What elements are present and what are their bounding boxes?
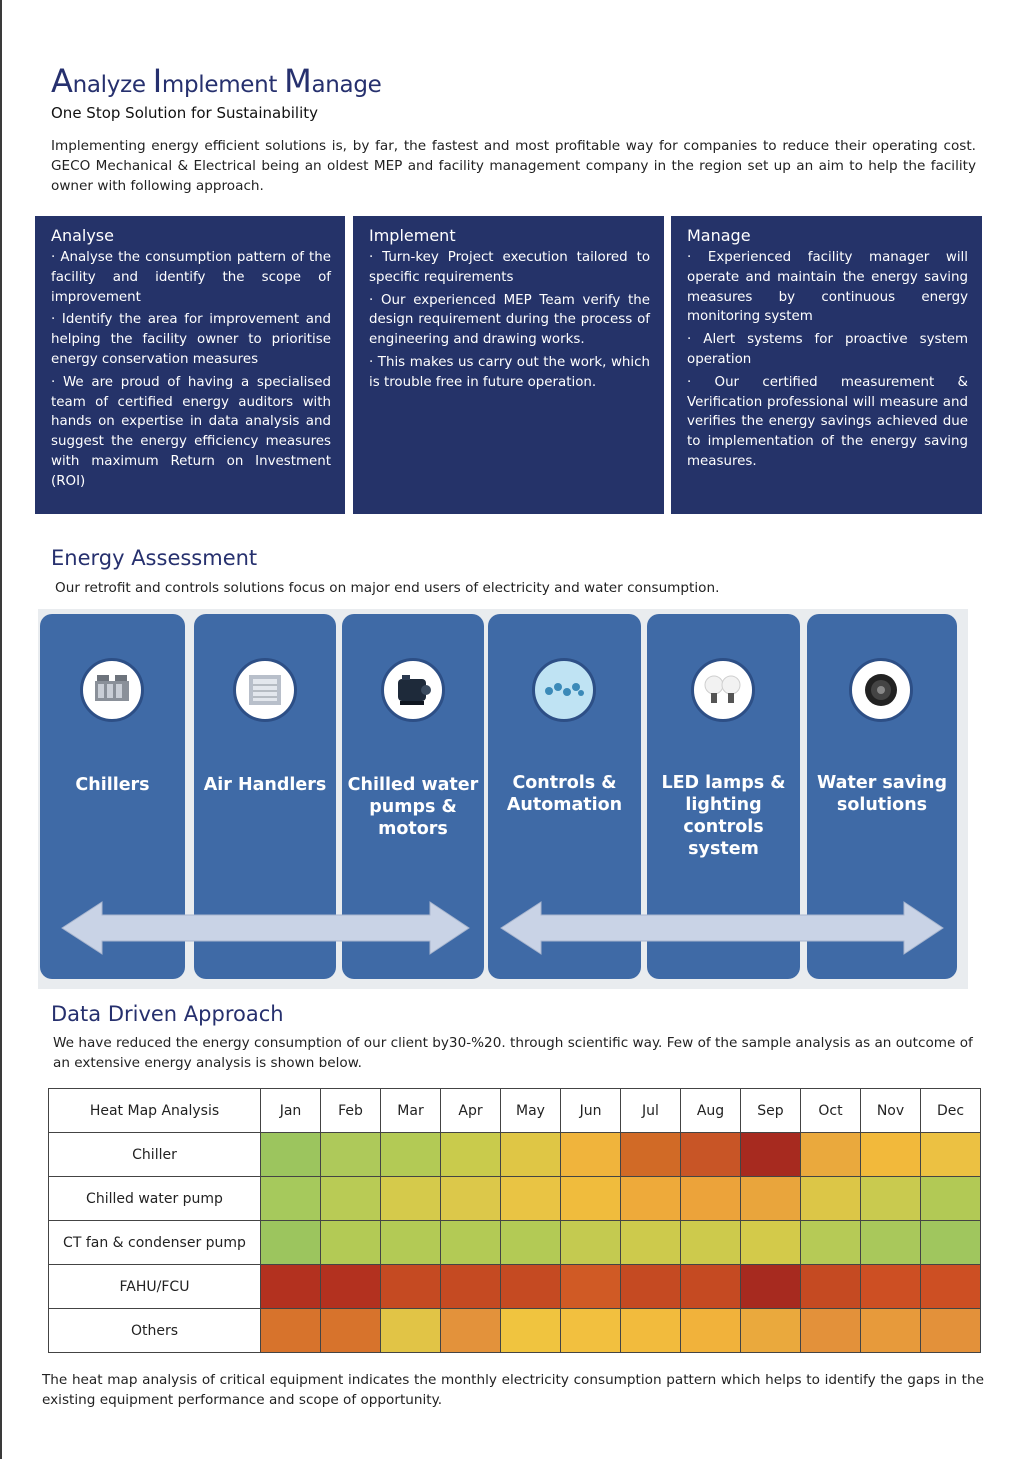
heat-map-cell: [441, 1265, 501, 1309]
heat-map-cell: [681, 1309, 741, 1353]
page-subtitle: One Stop Solution for Sustainability: [51, 104, 319, 122]
heat-map-cell: [501, 1309, 561, 1353]
month-header: Nov: [861, 1089, 921, 1133]
panel-item: · Analyse the consumption pattern of the facility and identify the scope of improvement: [51, 248, 331, 307]
page-left-rule: [0, 0, 2, 1459]
month-header: Jan: [261, 1089, 321, 1133]
title-part-implement: mplement: [161, 72, 285, 98]
heat-map-row-label: FAHU/FCU: [49, 1265, 261, 1309]
heat-map-row-label: Others: [49, 1309, 261, 1353]
right-double-arrow: [501, 902, 943, 954]
heat-map-cell: [441, 1221, 501, 1265]
heat-map-cell: [381, 1177, 441, 1221]
heat-map-cell: [441, 1177, 501, 1221]
heat-map-cell: [801, 1177, 861, 1221]
heat-map-cell: [381, 1309, 441, 1353]
heat-map-cell: [741, 1265, 801, 1309]
heat-map-cell: [261, 1133, 321, 1177]
heat-map-cell: [681, 1177, 741, 1221]
heat-map-row-label: CT fan & condenser pump: [49, 1221, 261, 1265]
heat-map-cell: [621, 1133, 681, 1177]
energy-assessment-text: Our retrofit and controls solutions focus on major end users of electricity and water consumption.: [55, 580, 720, 596]
heat-map-cell: [381, 1265, 441, 1309]
panel-title: Analyse: [51, 226, 114, 245]
heat-map-cell: [321, 1221, 381, 1265]
heat-map-cell: [561, 1309, 621, 1353]
panel-implement: [353, 216, 664, 514]
heat-map-cell: [501, 1265, 561, 1309]
title-cap-m: M: [284, 62, 312, 100]
heat-map-cell: [741, 1309, 801, 1353]
panel-item: · Experienced facility manager will operate and maintain the energy saving measures by continuous energy monitoring system: [687, 248, 968, 327]
ea-label: Chilled water pumps & motors: [347, 775, 479, 839]
month-header: Aug: [681, 1089, 741, 1133]
month-header: Jul: [621, 1089, 681, 1133]
heat-map-cell: [741, 1133, 801, 1177]
heat-map-cell: [621, 1309, 681, 1353]
data-driven-title: Data Driven Approach: [51, 1002, 284, 1026]
heat-map-row-label: Chilled water pump: [49, 1177, 261, 1221]
heat-map-cell: [921, 1309, 981, 1353]
heat-map-row: [49, 1133, 981, 1177]
heat-map-cell: [561, 1133, 621, 1177]
heat-map-cell: [801, 1309, 861, 1353]
heat-map-header: Heat Map Analysis: [49, 1089, 261, 1133]
heat-map-cell: [261, 1309, 321, 1353]
month-header: Oct: [801, 1089, 861, 1133]
heat-map-table: [48, 1088, 981, 1353]
heat-map-row: [49, 1265, 981, 1309]
energy-assessment-title: Energy Assessment: [51, 546, 258, 570]
heat-map-cell: [681, 1265, 741, 1309]
heat-map-cell: [561, 1221, 621, 1265]
heat-map-cell: [621, 1265, 681, 1309]
heat-map-cell: [621, 1221, 681, 1265]
title-part-analyze: nalyze: [72, 72, 153, 98]
panel-item: · This makes us carry out the work, which is trouble free in future operation.: [369, 353, 650, 393]
heat-map-cell: [861, 1177, 921, 1221]
month-header: Dec: [921, 1089, 981, 1133]
heat-map-cell: [321, 1309, 381, 1353]
heat-map-row: [49, 1221, 981, 1265]
month-header: Apr: [441, 1089, 501, 1133]
panel-title: Manage: [687, 226, 751, 245]
ea-label: Water saving solutions: [816, 773, 948, 815]
heat-map-cell: [681, 1133, 741, 1177]
intro-paragraph: Implementing energy efficient solutions is, by far, the fastest and most profitable way for companies to reduce their operating cost. GECO Mechanical & Electrical being an oldest MEP and facility management company in the region set up an aim to help the facility owner with following approach.: [51, 138, 976, 194]
heat-map-header-row: [49, 1089, 981, 1133]
ea-label: LED lamps & lighting controls system: [661, 773, 786, 859]
heat-map-cell: [741, 1177, 801, 1221]
month-header: Jun: [561, 1089, 621, 1133]
panel-manage: [671, 216, 982, 514]
panel-title: Implement: [369, 226, 456, 245]
heat-map-cell: [501, 1133, 561, 1177]
panel-list: [51, 248, 331, 492]
heat-map-cell: [861, 1133, 921, 1177]
heat-map-cell: [261, 1265, 321, 1309]
month-header: Feb: [321, 1089, 381, 1133]
footer-note: The heat map analysis of critical equipment indicates the monthly electricity consumption pattern which helps to identify the gaps in the existing equipment performance and scope of opportunity.: [42, 1372, 984, 1408]
panel-item: · Our certified measurement & Verification professional will measure and verifies the energy savings achieved due to implementation of the energy saving measures.: [687, 373, 968, 472]
heat-map-row-label: Chiller: [49, 1133, 261, 1177]
energy-assessment-graphic: [38, 609, 968, 989]
heat-map-cell: [921, 1265, 981, 1309]
heat-map-cell: [321, 1177, 381, 1221]
heat-map-cell: [681, 1221, 741, 1265]
heat-map-cell: [381, 1133, 441, 1177]
heat-map-cell: [921, 1221, 981, 1265]
heat-map-cell: [861, 1309, 921, 1353]
heat-map-cell: [861, 1221, 921, 1265]
panel-item: · Turn-key Project execution tailored to specific requirements: [369, 248, 650, 288]
heat-map-cell: [741, 1221, 801, 1265]
heat-map-cell: [441, 1309, 501, 1353]
heat-map-row: [49, 1309, 981, 1353]
heat-map-cell: [801, 1221, 861, 1265]
heat-map-cell: [321, 1265, 381, 1309]
ea-label: Controls & Automation: [506, 773, 623, 815]
data-driven-text: We have reduced the energy consumption of our client by30-%20. through scientific way. Few of the sample analysis as an outcome of an extensive energy analysis is shown below.: [53, 1035, 973, 1071]
month-header: May: [501, 1089, 561, 1133]
title-part-manage: anage: [311, 72, 382, 98]
month-header: Mar: [381, 1089, 441, 1133]
panel-item: · We are proud of having a specialised team of certified energy auditors with hands on expertise in data analysis and suggest the energy efficiency measures with maximum Return on Investment (ROI): [51, 373, 331, 492]
heat-map-cell: [561, 1177, 621, 1221]
heat-map-cell: [561, 1265, 621, 1309]
heat-map-cell: [321, 1133, 381, 1177]
ea-label: Air Handlers: [203, 775, 327, 795]
panel-list: [687, 248, 968, 472]
panel-item: · Identify the area for improvement and helping the facility owner to prioritise energy conservation measures: [51, 310, 331, 369]
panel-analyse: [35, 216, 345, 514]
panel-list: [369, 248, 650, 393]
heat-map-cell: [261, 1221, 321, 1265]
heat-map-cell: [441, 1133, 501, 1177]
heat-map-cell: [861, 1265, 921, 1309]
ea-arrows: [38, 609, 968, 989]
heat-map-cell: [261, 1177, 321, 1221]
page-title: [51, 62, 382, 100]
heat-map-cell: [921, 1133, 981, 1177]
heat-map-cell: [381, 1221, 441, 1265]
ea-label: Chillers: [75, 775, 150, 795]
heat-map-cell: [921, 1177, 981, 1221]
panel-item: · Our experienced MEP Team verify the design requirement during the process of engineering and drawing works.: [369, 291, 650, 350]
left-double-arrow: [62, 902, 469, 954]
heat-map-cell: [501, 1221, 561, 1265]
title-cap-a: A: [51, 62, 73, 100]
heat-map-cell: [501, 1177, 561, 1221]
panel-item: · Alert systems for proactive system operation: [687, 330, 968, 370]
heat-map-cell: [801, 1265, 861, 1309]
heat-map-cell: [621, 1177, 681, 1221]
heat-map-row: [49, 1177, 981, 1221]
month-header: Sep: [741, 1089, 801, 1133]
title-cap-i: I: [152, 62, 162, 100]
heat-map-cell: [801, 1133, 861, 1177]
